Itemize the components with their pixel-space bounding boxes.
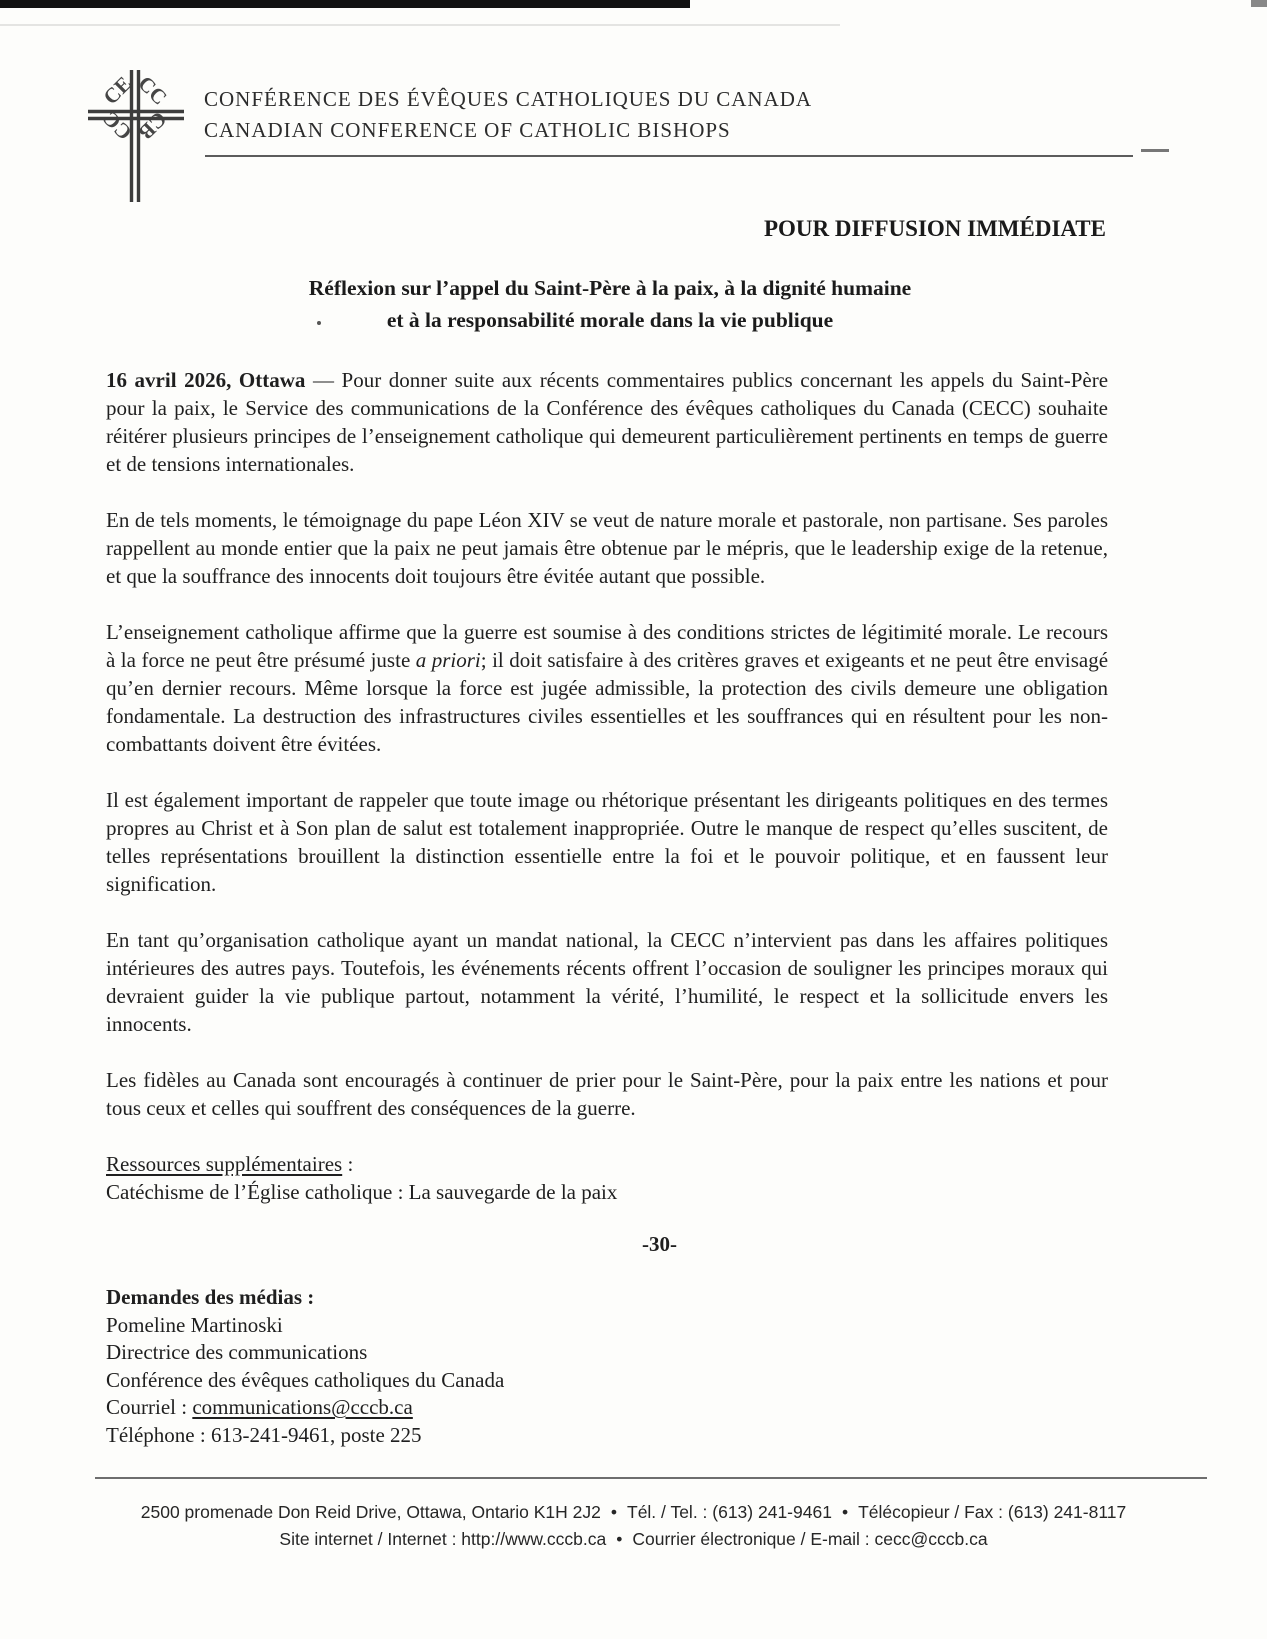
footer-fax: Télécopieur / Fax : (613) 241-8117: [858, 1502, 1127, 1522]
media-contact-name: Pomeline Martinoski: [106, 1312, 283, 1337]
document-title: [110, 272, 1110, 336]
paragraph-3-italic: a priori: [415, 648, 481, 672]
footer-email: Courrier électronique / E-mail : cecc@cccb.ca: [632, 1529, 988, 1549]
logo-letters-top-left: CE: [98, 71, 137, 110]
paragraph-1-text: Pour donner suite aux récents commentaires publics concernant les appels du Saint-Père pour la paix, le Service des communications de la Conférence des évêques catholiques du Canada (CECC) souhaite réitérer plusieurs principes de l’enseignement catholique qui demeurent particulièrement pertinents en temps de guerre et de tensions internationales.: [106, 368, 1109, 476]
letterhead-org-names: [204, 84, 812, 146]
logo-letters-top-right: CC: [133, 71, 172, 110]
footer-bullet-icon: •: [841, 1502, 849, 1522]
cccb-cross-logo-icon: [84, 70, 188, 204]
footer-line-2: [0, 1526, 1267, 1553]
footer-bullet-icon: •: [616, 1529, 623, 1549]
resources-section: [106, 1150, 1108, 1206]
resources-heading-line: [106, 1150, 1108, 1178]
paragraph-6: Les fidèles au Canada sont encouragés à continuer de prier pour le Saint-Père, pour la paix entre les nations et pour tous ceux et celles qui souffrent des conséquences de la guerre.: [106, 1068, 1108, 1120]
paragraph-3: [106, 618, 1108, 758]
resources-heading: Ressources supplémentaires: [106, 1152, 343, 1176]
email-address: communications@cccb.ca: [192, 1395, 413, 1419]
media-contact-title: Directrice des communications: [106, 1340, 368, 1364]
media-contact-block: [106, 1284, 1108, 1449]
title-line-2: et à la responsabilité morale dans la vie publique: [386, 308, 834, 332]
paragraph-2: En de tels moments, le témoignage du pape Léon XIV se veut de nature morale et pastorale, non partisane. Ses paroles rappellent au monde entier que la paix ne peut jamais être obtenue par le mépris, que le leadership exige de la retenue, et que la souffrance des innocents doit toujours être évitée autant que possible.: [106, 508, 1108, 588]
email-label: Courriel :: [106, 1395, 188, 1419]
media-contact-org: Conférence des évêques catholiques du Canada: [106, 1367, 505, 1392]
scan-artifact-top-bar: [0, 0, 690, 8]
media-heading: Demandes des médias :: [106, 1285, 315, 1309]
logo-letters-bottom-right: CB: [133, 106, 172, 145]
org-name-english: CANADIAN CONFERENCE OF CATHOLIC BISHOPS: [204, 118, 731, 142]
footer-line-1: [0, 1499, 1267, 1526]
media-phone-line: Téléphone : 613-241-9461, poste 225: [106, 1422, 422, 1447]
org-name-french: CONFÉRENCE DES ÉVÊQUES CATHOLIQUES DU CANADA: [204, 87, 813, 111]
title-line-1: Réflexion sur l’appel du Saint-Père à la paix, à la dignité humaine: [308, 276, 912, 300]
paragraph-5: En tant qu’organisation catholique ayant un mandat national, la CECC n’intervient pas dans les affaires politiques intérieures des autres pays. Toutefois, les événements récents offrent l’occasion de souligner les principes moraux qui devraient guider la vie publique partout, notamment la vérité, l’humilité, le respect et la sollicitude envers les innocents.: [106, 928, 1108, 1036]
paragraph-4: Il est également important de rappeler que toute image ou rhétorique présentant les dirigeants politiques en des termes propres au Christ et à Son plan de salut est totalement inappropriée. Outre le manque de respect qu’elles suscitent, de telles représentations brouillent la distinction essentielle entre la foi et le pouvoir politique, et en faussent leur signification.: [106, 788, 1108, 896]
dateline: 16 avril 2026, Ottawa: [106, 368, 306, 392]
page-footer: [0, 1499, 1267, 1553]
paragraph-3-before: L’enseignement catholique affirme que la guerre est soumise à des conditions strictes de légitimité morale. Le recours à la force ne peut être présumé juste: [106, 620, 1108, 672]
letterhead-rule: [205, 155, 1133, 157]
resources-item: Catéchisme de l’Église catholique : La sauvegarde de la paix: [106, 1180, 618, 1204]
resources-heading-colon: :: [342, 1152, 354, 1176]
paragraph-dateline: [106, 366, 1108, 478]
letterhead-rule-dash: [1141, 149, 1169, 152]
media-email-line: [106, 1394, 1108, 1422]
logo-letters-bottom-left: CC: [98, 106, 137, 145]
footer-rule: [95, 1477, 1207, 1479]
footer-telephone: Tél. / Tel. : (613) 241-9461: [627, 1502, 832, 1522]
paragraph-3-after: ; il doit satisfaire à des critères graves et exigeants et ne peut être envisagé qu’en dernier recours. Même lorsque la force est jugée admissible, la protection des civils demeure une obligation fondamentale. La destruction des infrastructures civiles essentielles et les souffrances qui en résultent pour les non-combattants doivent être évitées.: [106, 648, 1109, 756]
scan-artifact-faint-line: [0, 24, 840, 26]
release-banner: POUR DIFFUSION IMMÉDIATE: [763, 216, 1106, 241]
footer-bullet-icon: •: [610, 1502, 617, 1522]
dateline-dash: —: [312, 368, 334, 392]
scan-artifact-corner-mark: [1251, 0, 1267, 7]
footer-address: 2500 promenade Don Reid Drive, Ottawa, Ontario K1H 2J2: [140, 1502, 601, 1522]
end-mark-30: -30-: [642, 1232, 677, 1256]
footer-website: Site internet / Internet : http://www.cccb.ca: [279, 1529, 607, 1549]
document-body: [106, 366, 1108, 1449]
